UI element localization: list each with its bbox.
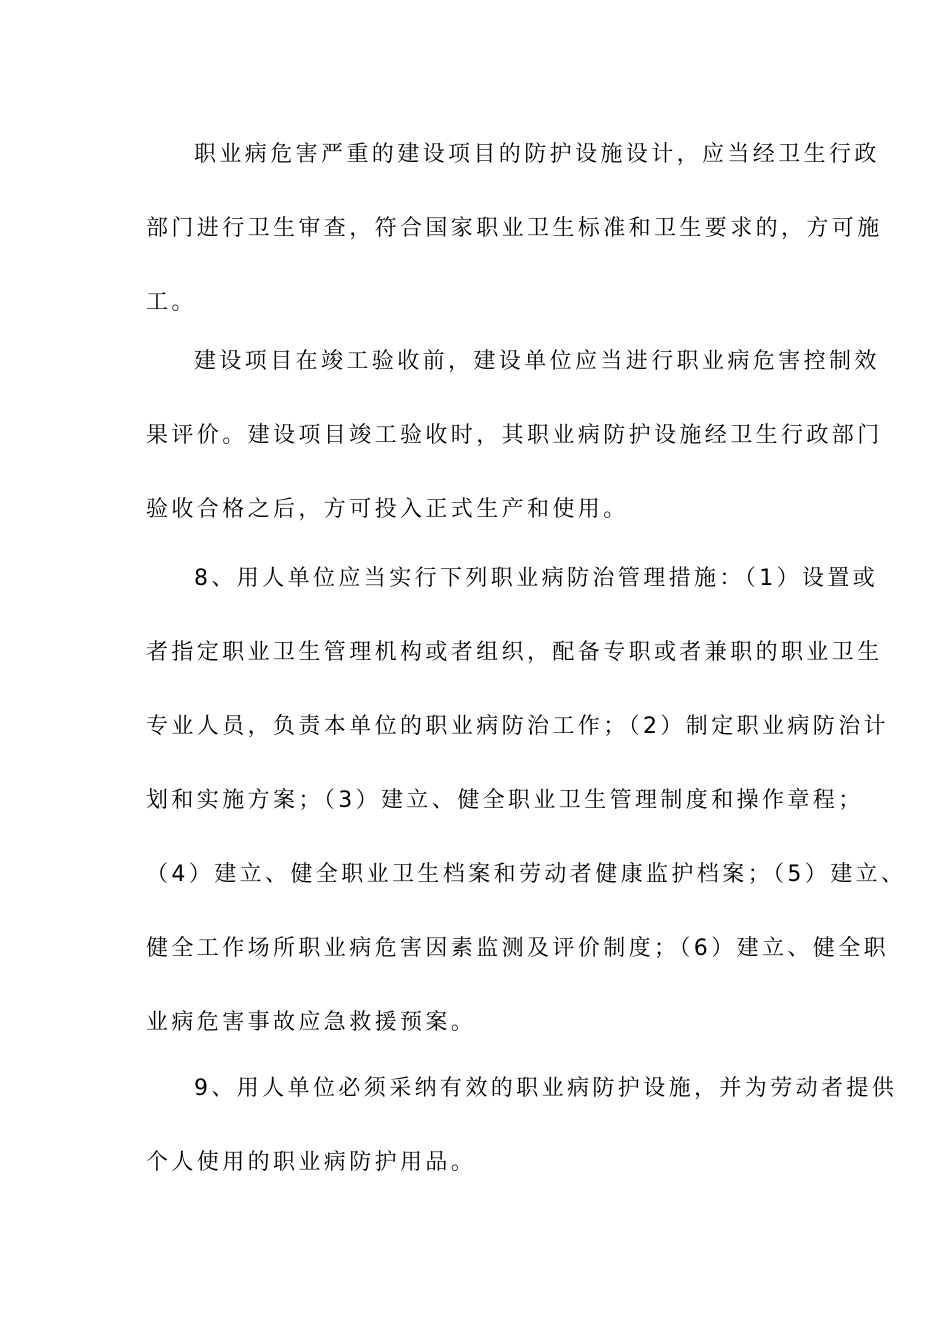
text-line: 8、用人单位应当实行下列职业病防治管理措施：（1）设置或 — [194, 566, 879, 591]
text-line: 健全工作场所职业病危害因素监测及评价制度；（6）建立、健全职 — [146, 936, 889, 961]
text-line: 划和实施方案；（3）建立、健全职业卫生管理制度和操作章程； — [146, 788, 864, 813]
text-line: 部门进行卫生审查，符合国家职业卫生标准和卫生要求的，方可施 — [146, 216, 883, 241]
text-line: 业病危害事故应急救援预案。 — [146, 1010, 477, 1035]
text-line: 者指定职业卫生管理机构或者组织，配备专职或者兼职的职业卫生 — [146, 640, 883, 665]
text-line: 工。 — [146, 290, 197, 315]
text-line: 个人使用的职业病防护用品。 — [146, 1150, 477, 1175]
text-line: 验收合格之后，方可投入正式生产和使用。 — [146, 497, 629, 522]
text-line: 专业人员，负责本单位的职业病防治工作；（2）制定职业病防治计 — [146, 714, 889, 739]
text-line: 果评价。建设项目竣工验收时，其职业病防护设施经卫生行政部门 — [146, 423, 883, 448]
text-line: 建设项目在竣工验收前，建设单位应当进行职业病危害控制效 — [194, 349, 880, 374]
text-line: 职业病危害严重的建设项目的防护设施设计，应当经卫生行政 — [194, 142, 880, 167]
text-line: （4）建立、健全职业卫生档案和劳动者健康监护档案；（5）建立、 — [146, 862, 907, 887]
text-line: 9、用人单位必须采纳有效的职业病防护设施，并为劳动者提供 — [194, 1076, 898, 1101]
